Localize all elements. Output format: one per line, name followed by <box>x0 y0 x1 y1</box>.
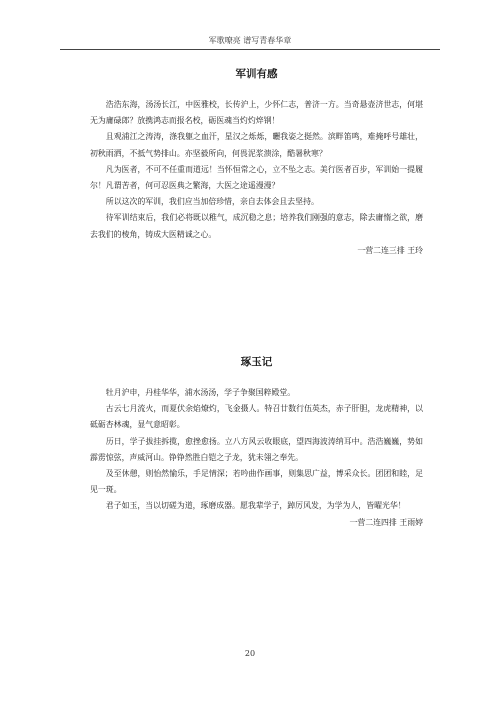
article-author: 一营二连三排 王玲 <box>357 245 423 255</box>
article-military-training-reflections <box>90 67 423 259</box>
article-paragraph: 待军训结束后，我们必将既以稚气，成沉稳之息；培养我们刚强的意志，除去庸惰之欲，磨去我们的棱角，铸成大医精诚之心。 <box>90 213 423 239</box>
running-header: 军歌嘹亮 谱写青春华章 <box>60 33 440 50</box>
article-paragraph: 牡月沪申，丹桂华华，浦水汤汤，学子争聚国粹殿堂。 <box>105 388 296 397</box>
article-paragraph: 君子如玉，当以切磋为道，琢磨成器。愿我辈学子，踔厉风发，为学为人，皆曜光华！ <box>105 501 406 511</box>
article-paragraph: 古云七月流火，而夏伏余焰燎灼，飞金摄人。特召廿数行伍英杰，赤子肝胆，龙虎精神，以砥砺杏林魂，显气意昭彰。 <box>90 404 423 430</box>
article-paragraph: 且观浦江之涛涛，涤我躯之血汗，星汉之烁烁，曬我姿之挺然。滨畔笛鸣，难掩呼号雄壮，初秋雨洒，不抵气势排山。亦坚毅所向，何畏泥浆溃涂，酷暑秋寒？ <box>90 132 423 158</box>
article-title: 琢玉记 <box>240 356 273 368</box>
article-polishing-jade <box>90 355 423 531</box>
article-paragraph: 所以这次的军训，我们应当加倍珍惜，亲自去体会且去坚持。 <box>105 197 319 207</box>
article-paragraph: 浩浩东海，汤汤长江，中医雅校，长传沪上，少怀仁志，普济一方。当奇悬壶济世志，何堪无为庸碌郎？放携鸿志而报名校，砺医魂当灼灼焠钢！ <box>90 100 423 126</box>
article-paragraph: 历日，学子拔挂拆揽，愈挫愈扬。立八方风云收眼底，望四海波涛纳耳中。浩浩巍巍，势如霹雳惊弦，声威河山。铮铮然胜白铠之子龙，犹未翎之奉先。 <box>90 436 423 462</box>
article-author: 一营二连四排 王雨婷 <box>349 517 423 527</box>
article-title: 军训有感 <box>235 68 278 80</box>
article-paragraph: 及至休憩，则怡然愉乐，手足情深；若吟曲作画事，则集思广益，博采众长。团团和睦，足见一斑。 <box>90 469 423 495</box>
page-number: 20 <box>244 649 256 658</box>
article-paragraph: 凡为医者，不可不任重而道远！当怀恒常之心，立不坠之志。美行医者百步，军训始一提履尔！凡谓苦者，何可忍医典之繁海，大医之途遥漫漫？ <box>90 164 423 191</box>
